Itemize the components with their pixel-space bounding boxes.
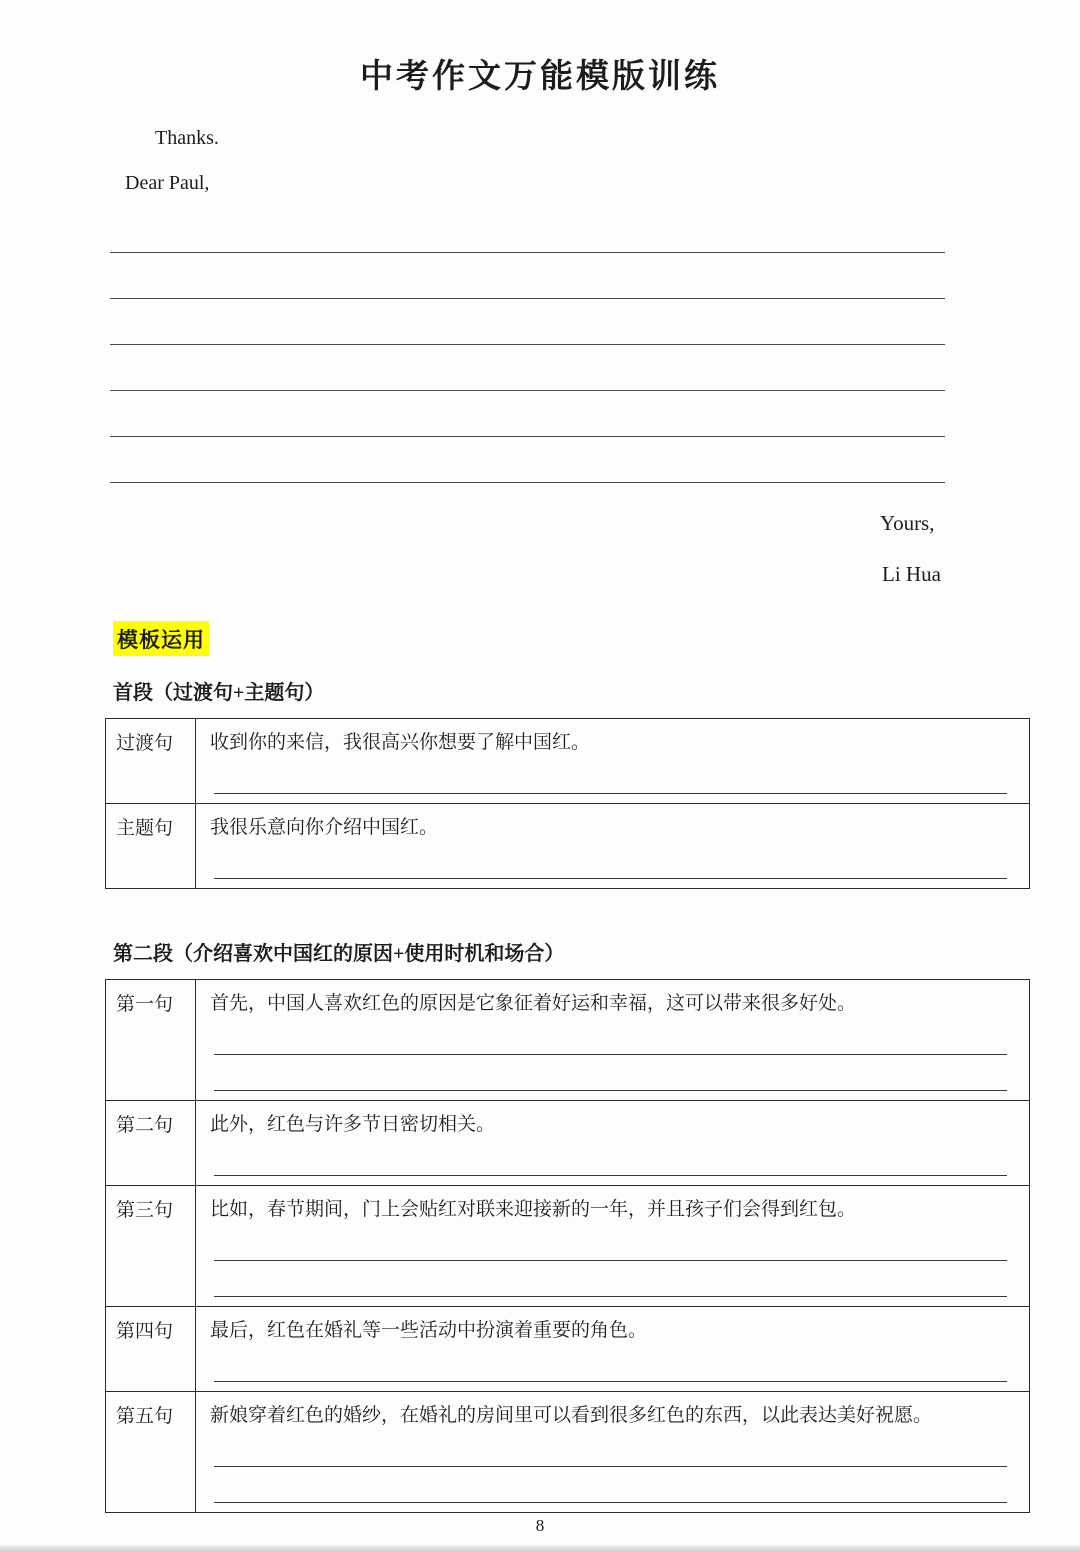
para2-heading: 第二段（介绍喜欢中国红的原因+使用时机和场合） (113, 943, 565, 965)
table-row (106, 719, 1029, 804)
row-label: 第五句 (106, 1392, 196, 1512)
para1-table (105, 718, 1030, 889)
letter-closing: Yours, (880, 511, 935, 535)
answer-blank (214, 1140, 1007, 1176)
table-row (106, 980, 1029, 1101)
writing-line (110, 391, 945, 437)
answer-blank (214, 1225, 1007, 1261)
row-label: 第三句 (106, 1186, 196, 1306)
model-sentence: 新娘穿着红色的婚纱，在婚礼的房间里可以看到很多红色的东西，以此表达美好祝愿。 (210, 1405, 933, 1426)
scan-edge (0, 1545, 1080, 1552)
answer-blank (214, 1019, 1007, 1055)
letter-salutation: Dear Paul, (125, 172, 210, 194)
model-sentence: 比如，春节期间，门上会贴红对联来迎接新的一年，并且孩子们会得到红包。 (210, 1199, 857, 1220)
row-content (196, 1101, 1029, 1185)
model-sentence: 首先，中国人喜欢红色的原因是它象征着好运和幸福，这可以带来很多好处。 (210, 993, 857, 1014)
row-content (196, 1392, 1029, 1512)
row-content (196, 804, 1029, 888)
answer-blank (214, 1346, 1007, 1382)
table-row (106, 1307, 1029, 1392)
page-number: 8 (535, 1516, 545, 1535)
row-content (196, 719, 1029, 803)
table-row (106, 1392, 1029, 1512)
row-label: 主题句 (106, 804, 196, 888)
row-label: 第四句 (106, 1307, 196, 1391)
row-content (196, 980, 1029, 1100)
answer-blank (214, 758, 1007, 794)
writing-line (110, 299, 945, 345)
answer-blank (214, 843, 1007, 879)
model-sentence: 我很乐意向你介绍中国红。 (210, 817, 439, 838)
model-sentence: 最后，红色在婚礼等一些活动中扮演着重要的角色。 (210, 1320, 648, 1341)
writing-line (110, 207, 945, 253)
table-row (106, 804, 1029, 888)
writing-line (110, 345, 945, 391)
letter-thanks: Thanks. (155, 127, 219, 149)
model-sentence: 此外，红色与许多节日密切相关。 (210, 1114, 496, 1135)
model-sentence: 收到你的来信，我很高兴你想要了解中国红。 (210, 732, 591, 753)
para2-table (105, 979, 1030, 1513)
writing-line (110, 253, 945, 299)
answer-blank (214, 1261, 1007, 1297)
section-header-highlight: 模板运用 (113, 621, 209, 656)
row-content (196, 1307, 1029, 1391)
row-content (196, 1186, 1029, 1306)
row-label: 第二句 (106, 1101, 196, 1185)
table-row (106, 1186, 1029, 1307)
writing-line (110, 437, 945, 483)
answer-blank (214, 1431, 1007, 1467)
para1-heading: 首段（过渡句+主题句） (113, 682, 325, 704)
row-label: 过渡句 (106, 719, 196, 803)
letter-signature: Li Hua (882, 562, 941, 586)
answer-blank (214, 1055, 1007, 1091)
table-row (106, 1101, 1029, 1186)
row-label: 第一句 (106, 980, 196, 1100)
page-title: 中考作文万能模版训练 (360, 59, 720, 95)
answer-blank (214, 1467, 1007, 1503)
writing-lines (110, 207, 945, 483)
